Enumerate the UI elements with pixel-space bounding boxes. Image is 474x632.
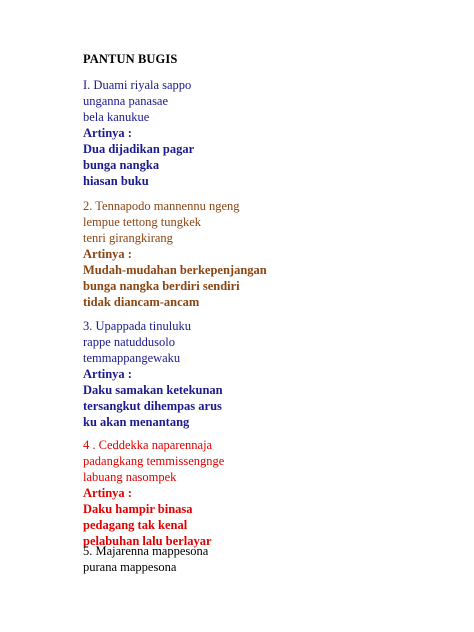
translation-line: pedagang tak kenal — [83, 518, 188, 532]
translation-line: pelabuhan lalu berlayar — [83, 534, 212, 548]
pantun-1-verse — [83, 77, 191, 125]
pantun-4-translation — [83, 485, 212, 549]
translation-line: tersangkut dihempas arus — [83, 399, 222, 413]
verse-line: bela kanukue — [83, 110, 150, 124]
pantun-3-verse — [83, 318, 191, 366]
verse-line: labuang nasompek — [83, 470, 177, 484]
document-title: PANTUN BUGIS — [83, 52, 178, 66]
verse-line: temmappangewaku — [83, 351, 181, 365]
translation-line: bunga nangka berdiri sendiri — [83, 279, 240, 293]
pantun-5-verse — [83, 543, 208, 575]
translation-line: hiasan buku — [83, 174, 149, 188]
verse-line: purana mappesona — [83, 560, 177, 574]
translation-line: Dua dijadikan pagar — [83, 142, 195, 156]
verse-line: tenri girangkirang — [83, 231, 173, 245]
verse-line: 5. Majarenna mappesona — [83, 544, 209, 558]
verse-line: 2. Tennapodo mannennu ngeng — [83, 199, 240, 213]
translation-label: Artinya : — [83, 486, 132, 500]
verse-line: unganna panasae — [83, 94, 169, 108]
translation-line: bunga nangka — [83, 158, 160, 172]
translation-label: Artinya : — [83, 126, 132, 140]
pantun-2-translation — [83, 246, 267, 310]
translation-label: Artinya : — [83, 367, 132, 381]
pantun-3-translation — [83, 366, 223, 430]
verse-line: lempue tettong tungkek — [83, 215, 202, 229]
pantun-2-verse — [83, 198, 240, 246]
verse-line: 4 . Ceddekka naparennaja — [83, 438, 213, 452]
translation-line: tidak diancam-ancam — [83, 295, 200, 309]
translation-line: Daku hampir binasa — [83, 502, 193, 516]
pantun-1-translation — [83, 125, 194, 189]
translation-label: Artinya : — [83, 247, 132, 261]
pantun-4-verse — [83, 437, 224, 485]
verse-line: padangkang temmissengnge — [83, 454, 225, 468]
verse-line: rappe natuddusolo — [83, 335, 175, 349]
verse-line: 3. Upappada tinuluku — [83, 319, 191, 333]
translation-line: ku akan menantang — [83, 415, 190, 429]
verse-line: I. Duami riyala sappo — [83, 78, 192, 92]
translation-line: Daku samakan ketekunan — [83, 383, 223, 397]
translation-line: Mudah-mudahan berkepenjangan — [83, 263, 267, 277]
